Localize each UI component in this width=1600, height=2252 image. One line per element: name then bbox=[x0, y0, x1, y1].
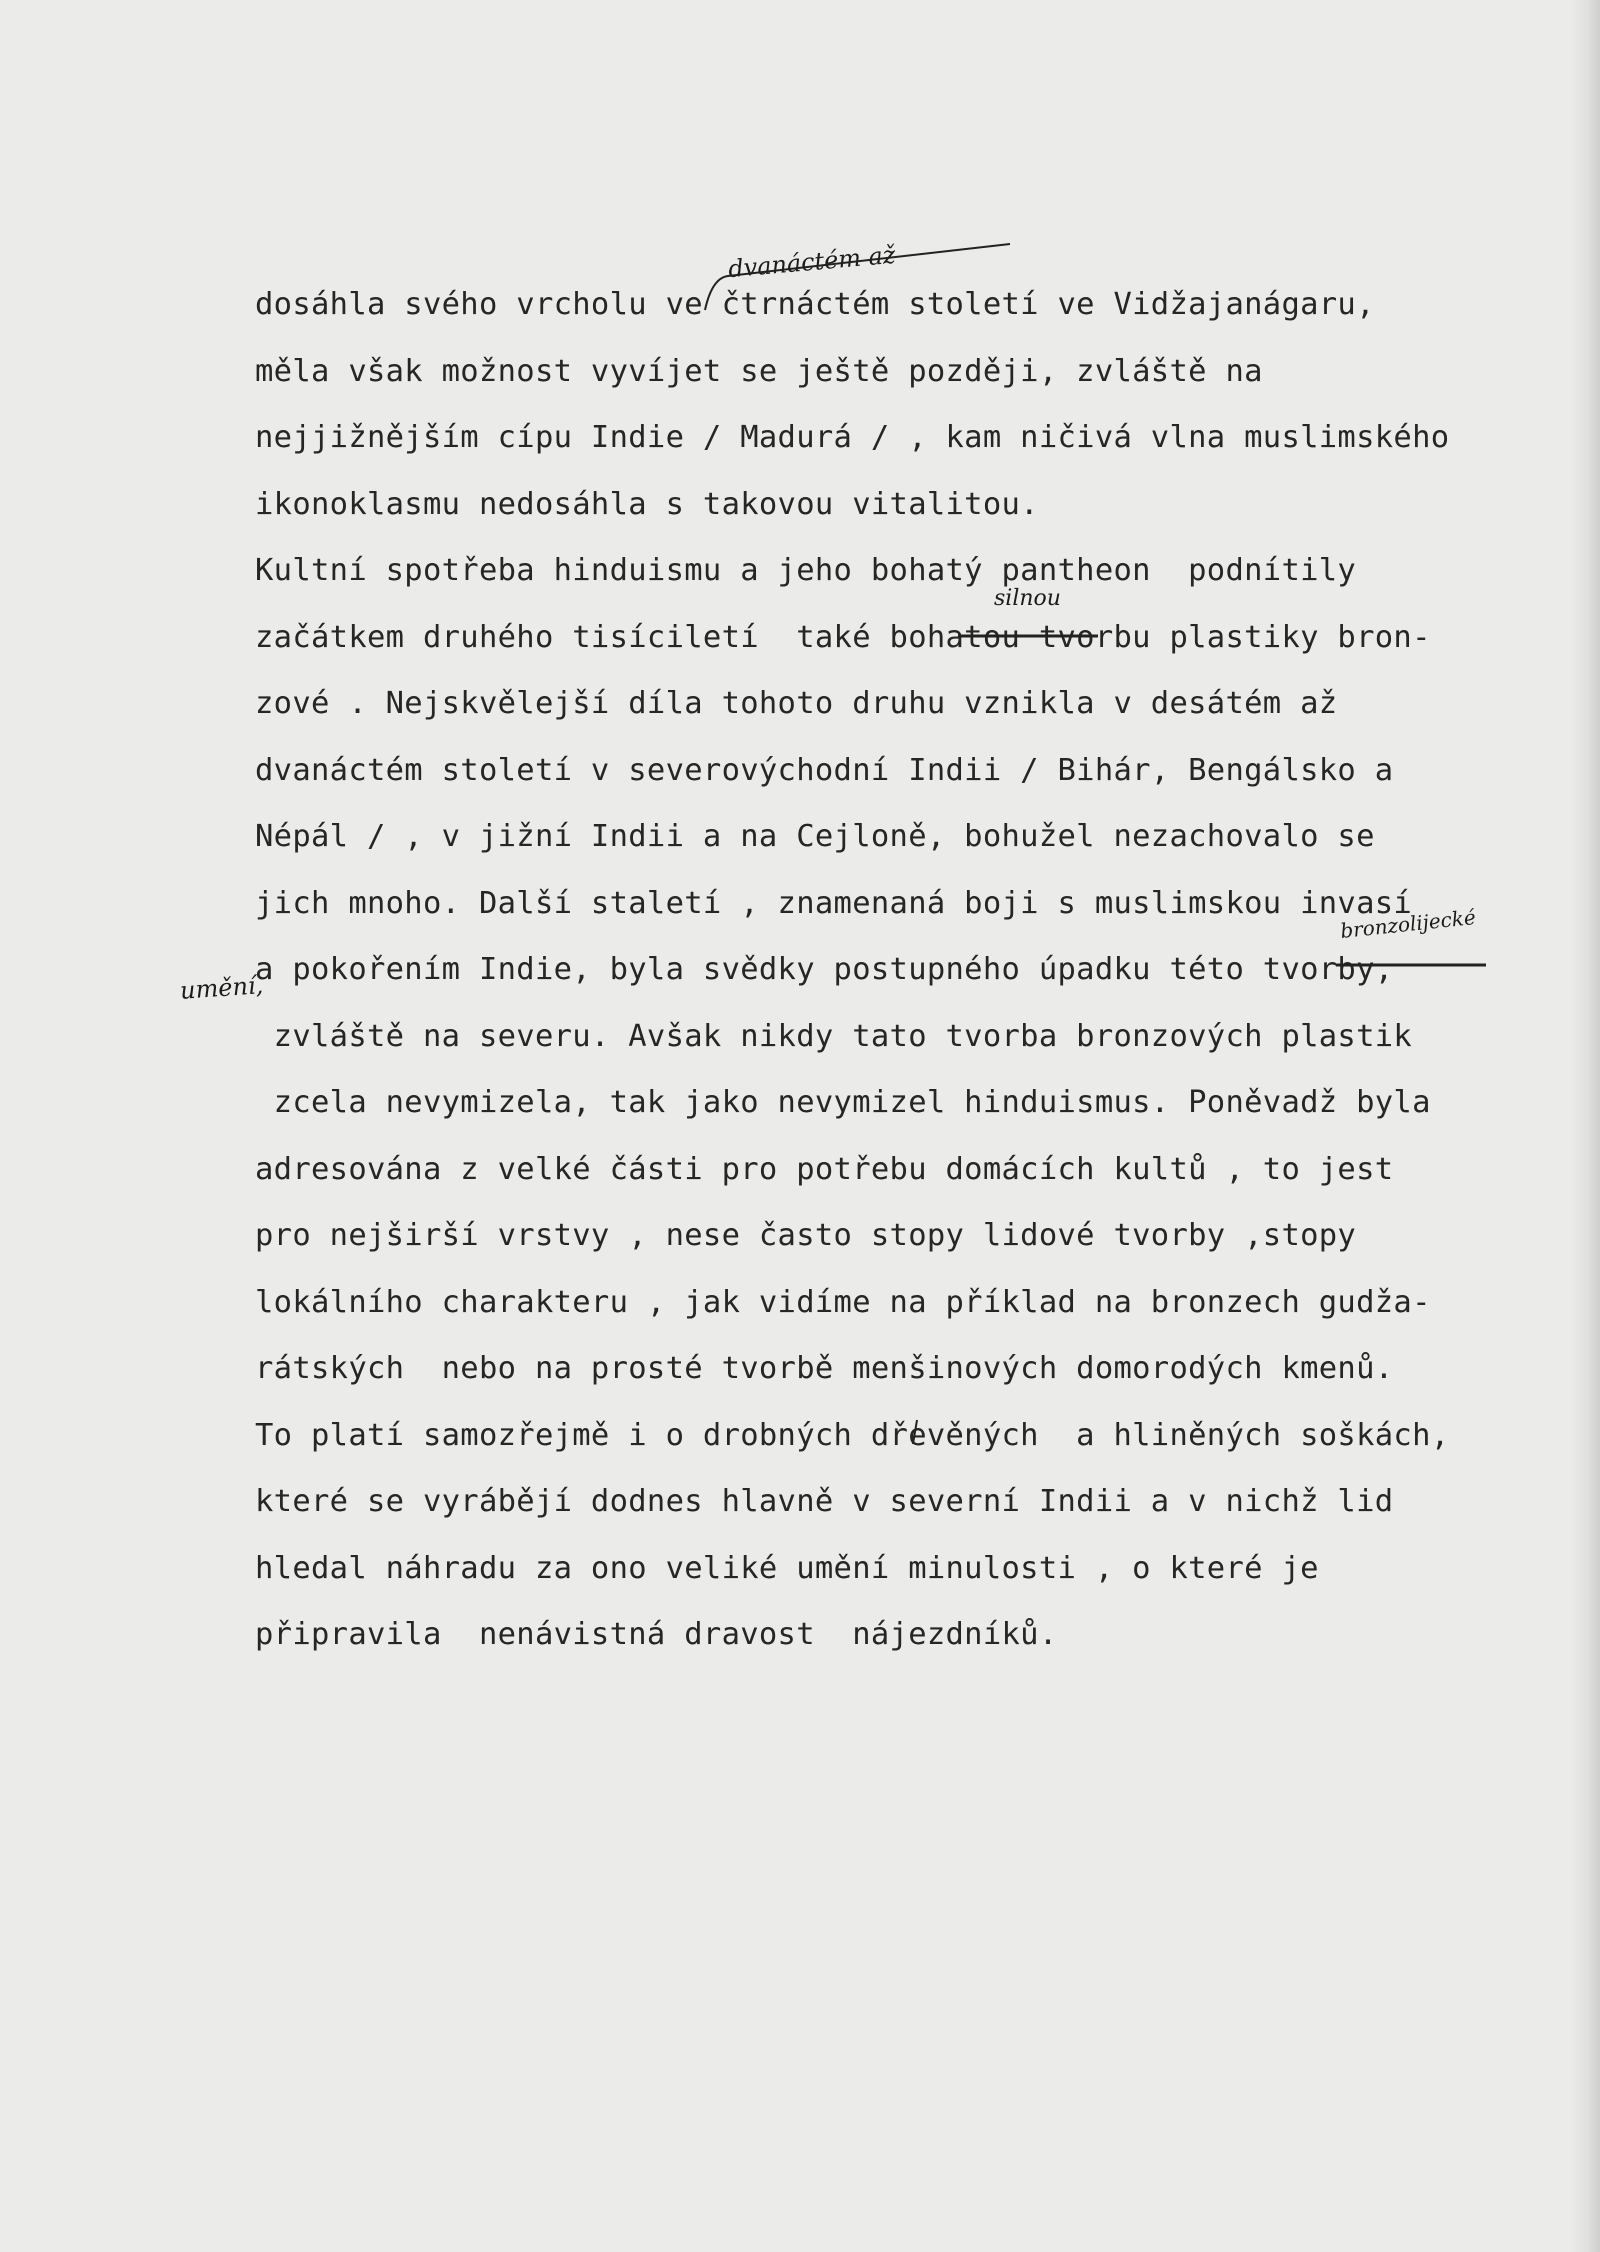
text-line-4: ikonoklasmu nedosáhla s takovou vitalitou. bbox=[255, 486, 1039, 522]
text-line-11: a pokořením Indie, byla svědky postupného úpadku této tvorby, bbox=[255, 952, 1394, 987]
text-line-10: jich mnoho. Další staletí , znamenaná boji s muslimskou invasí bbox=[255, 885, 1413, 921]
handwritten-margin-note-line-12: umění, bbox=[179, 971, 265, 1005]
text-line-19: které se vyrábějí dodnes hlavně v severní Indii a v nichž lid bbox=[255, 1484, 1394, 1519]
text-line-2: měla však možnost vyvíjet se ještě později, zvláště na bbox=[255, 353, 1263, 389]
handwritten-insert-above-line-6: silnou bbox=[994, 586, 1061, 611]
text-line-16: lokálního charakteru , jak vidíme na příklad na bronzech gudža- bbox=[255, 1284, 1431, 1320]
handwritten-insert-above-line-11: bronzolijecké bbox=[1339, 904, 1477, 944]
text-line-20: hledal náhradu za ono veliké umění minulosti , o které je bbox=[255, 1550, 1319, 1586]
insertion-caret-line-1 bbox=[705, 244, 1010, 310]
text-line-13: zcela nevymizela, tak jako nevymizel hinduismus. Poněvadž byla bbox=[255, 1085, 1431, 1120]
handwritten-insert-above-line-1: dvanáctém až bbox=[727, 240, 897, 284]
insertion-mark-drobnych bbox=[913, 1420, 917, 1444]
text-line-3: nejjižnějším cípu Indie / Madurá / , kam ničivá vlna muslimského bbox=[255, 420, 1450, 455]
text-line-1: dosáhla svého vrcholu ve čtrnáctém století ve Vidžajanágaru, bbox=[255, 287, 1375, 322]
text-line-15: pro nejširší vrstvy , nese často stopy lidové tvorby ,stopy bbox=[255, 1218, 1357, 1253]
text-line-17: rátských nebo na prosté tvorbě menšinových domorodých kmenů. bbox=[255, 1351, 1394, 1386]
text-line-6: začátkem druhého tisíciletí také bohatou tvorbu plastiky bron- bbox=[255, 619, 1431, 655]
text-line-14: adresována z velké části pro potřebu domácích kultů , to jest bbox=[255, 1151, 1394, 1187]
text-line-12: zvláště na severu. Avšak nikdy tato tvorba bronzových plastik bbox=[255, 1018, 1413, 1054]
text-line-18: To platí samozřejmě i o drobných dřevěných a hliněných soškách, bbox=[255, 1417, 1450, 1453]
text-line-7: zové . Nejskvělejší díla tohoto druhu vznikla v desátém až bbox=[255, 686, 1338, 721]
text-line-5: Kultní spotřeba hinduismu a jeho bohatý pantheon podnítily bbox=[255, 553, 1357, 588]
text-line-8: dvanáctém století v severovýchodní Indii / Bihár, Bengálsko a bbox=[255, 752, 1394, 788]
text-line-21: připravila nenávistná dravost nájezdníků. bbox=[255, 1617, 1058, 1652]
text-line-9: Népál / , v jižní Indii a na Cejloně, bohužel nezachovalo se bbox=[255, 819, 1375, 854]
